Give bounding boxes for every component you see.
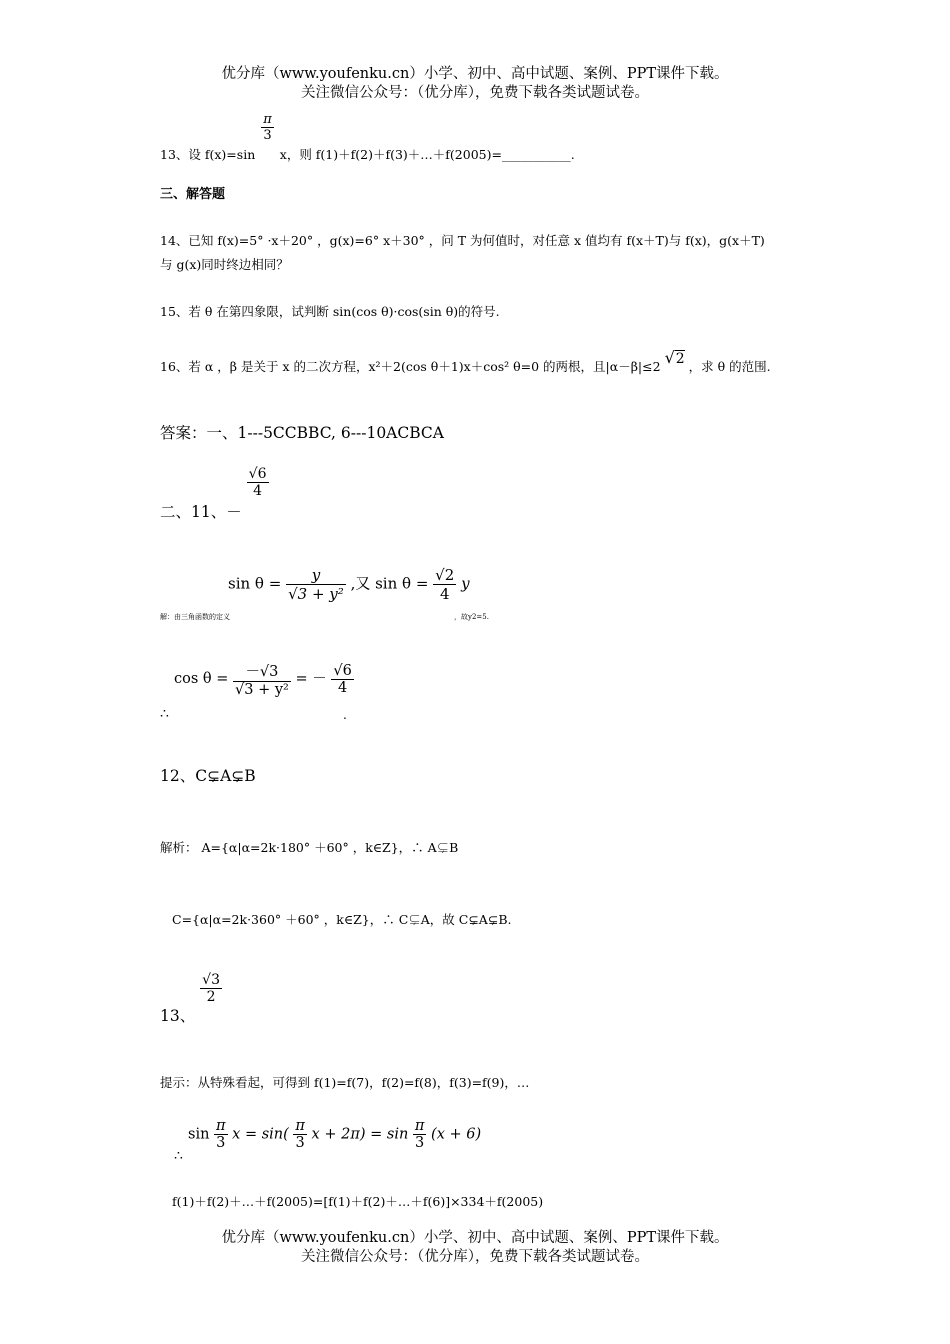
sol11-mid: ,又 sin θ = [350, 574, 429, 593]
header-line-1: 优分库（www.youfenku.cn）小学、初中、高中试题、案例、PPT课件下载。 [221, 66, 729, 82]
answer-11 [160, 466, 269, 521]
hint-eq-4: (x + 6) [431, 1126, 482, 1143]
sol11-num-b: √2 [435, 566, 455, 584]
question-14-line-2: 与 g(x)同时终边相同？ [160, 257, 289, 272]
cos-den2: 4 [337, 679, 348, 696]
q16-prefix: 16、若 α ，β 是关于 x 的二次方程，x²＋2(cos θ＋1)x＋cos² θ=0 的两根，且|α－β|≤2 [160, 359, 661, 374]
question-16 [160, 348, 771, 374]
sol11-den-a: √3 + y² [288, 585, 344, 603]
answer-12: 12、C⊊A⊊B [160, 767, 256, 785]
hint-frac-3 [413, 1118, 427, 1151]
hint-therefore: ∴ [174, 1148, 183, 1164]
a13-prefix: 13、 [160, 1006, 196, 1025]
hint-equation [188, 1118, 481, 1151]
sol11-num-a: y [286, 566, 346, 585]
q16-sqrt: 2 [675, 351, 685, 367]
a11-fraction [247, 466, 269, 499]
cos-lhs: cos θ = [174, 671, 229, 687]
sol11-frac-a [286, 566, 346, 603]
answer-13 [160, 972, 222, 1025]
sol11-den-b: 4 [439, 585, 450, 603]
solution-11-after: ，故y2=5. [454, 613, 489, 621]
question-13 [160, 112, 575, 162]
question-15: 15、若 θ 在第四象限，试判断 sin(cos θ)·cos(sin θ)的符号. [160, 304, 500, 319]
cos-frac-a [233, 660, 291, 698]
hint-frac-1 [214, 1118, 228, 1151]
answer-12-explanation-2: C={α|α=2k·360° ＋60° ，k∈Z}，∴ C⊊A，故 C⊊A⊊B. [172, 912, 512, 927]
q13-fraction [261, 112, 274, 143]
a11-frac-den: 4 [253, 483, 263, 499]
answers-line-1: 答案：一、1---5CCBBC, 6---10ACBCA [160, 424, 444, 442]
hint-frac-2 [293, 1118, 307, 1151]
question-14-line-1: 14、已知 f(x)=5° ·x＋20° ，g(x)=6° x＋30° ，问 T 为何值时，对任意 x 值均有 f(x＋T)与 f(x)，g(x＋T) [160, 233, 765, 248]
section-3-title: 三、解答题 [160, 187, 226, 202]
sum-line: f(1)＋f(2)＋…＋f(2005)=[f(1)＋f(2)＋…＋f(6)]×334＋f(2005) [172, 1194, 544, 1209]
a11-frac-num: √6 [248, 466, 267, 482]
sol11-frac-b [433, 566, 456, 603]
hint-pi-1: π [216, 1118, 226, 1134]
answer-12-explanation-1: 解析： A={α|α=2k·180° ＋60° ，k∈Z}，∴ A⊊B [160, 840, 459, 855]
cos-equation [174, 660, 354, 698]
q13-prefix: 13、设 f(x)=sin [160, 147, 256, 162]
sol11-tail: y [461, 574, 470, 593]
a11-prefix: 二、11、－ [160, 502, 242, 521]
a13-fraction [200, 972, 222, 1005]
cos-num: －√3 [233, 660, 291, 682]
hint-pi-2: π [295, 1118, 305, 1134]
cos-frac-b [331, 663, 353, 696]
hint-pi-3: π [414, 1118, 425, 1134]
solution-11-label: 解：由三角函数的定义 [160, 613, 230, 621]
q13-frac-den: 3 [263, 128, 272, 143]
a13-frac-num: √3 [202, 972, 220, 988]
hint-3-1: 3 [216, 1135, 226, 1151]
sol11-eq-a: sin θ = [228, 574, 282, 593]
hint-3-2: 3 [295, 1135, 305, 1151]
q13-suffix: x，则 f(1)＋f(2)＋f(3)＋…＋f(2005)=___________. [279, 147, 575, 162]
footer-line-1: 优分库（www.youfenku.cn）小学、初中、高中试题、案例、PPT课件下载。 [221, 1230, 729, 1246]
solution-11-equation [228, 566, 470, 603]
cos-den: √3 + y² [235, 682, 289, 698]
cos-eq: = － [295, 671, 327, 687]
cos-end: . [343, 708, 347, 722]
header-line-2: 关注微信公众号：（优分库），免费下载各类试题试卷。 [301, 85, 649, 101]
hint-eq-2: x = sin( [232, 1126, 289, 1143]
q16-sqrt-symbol: √ [664, 348, 675, 367]
q16-suffix: ，求 θ 的范围. [688, 359, 771, 374]
q13-frac-num: π [263, 112, 272, 127]
hint-eq-3: x + 2π) = sin [311, 1126, 409, 1143]
a13-frac-den: 2 [206, 989, 216, 1005]
hint-line: 提示：从特殊看起，可得到 f(1)=f(7)，f(2)=f(8)，f(3)=f(9)，… [160, 1075, 530, 1090]
cos-therefore: ∴ [160, 706, 169, 722]
footer-line-2: 关注微信公众号：（优分库），免费下载各类试题试卷。 [301, 1249, 649, 1265]
cos-num2: √6 [333, 662, 352, 679]
hint-eq-1: sin [188, 1126, 210, 1143]
hint-3-3: 3 [415, 1135, 425, 1151]
